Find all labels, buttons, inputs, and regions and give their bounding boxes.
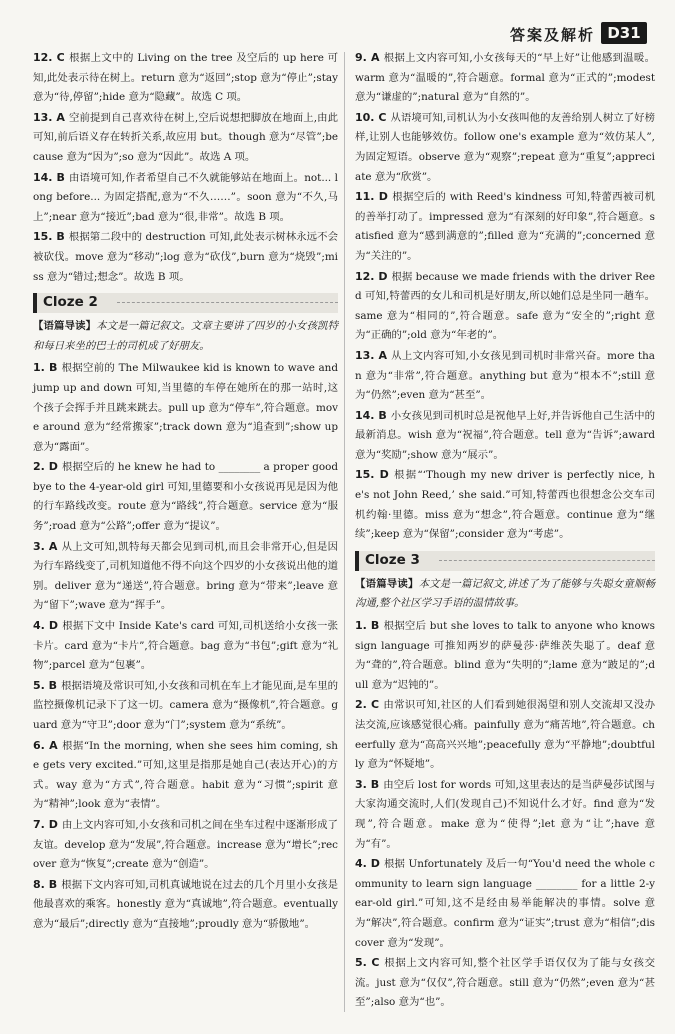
answer-explanation: 根据“‘Though my new driver is perfectly nice, he's not John Reed,’ she said.”可知,特蕾西也很想念公交车司机约翰·里德。miss 意为“想念”,符合题意。continue 意为“继续”;keep 意为“保留”;consider 意为“考虑”。 [355,469,655,541]
answer-explanation: 由上文内容可知,小女孩和司机之间在坐车过程中逐渐形成了友谊。develop 意为“发展”,符合题意。increase 意为“增长”;recover 意为“恢复”;create 意为“创造”。 [33,818,338,871]
answer-explanation: 根据上文中的 Living on the tree 及空后的 up here 可知,此处表示待在树上。return 意为“返回”;stop 意为“停止”;stay 意为“待,停留”;hide 意为“隐藏”。故选 C 项。 [33,52,339,104]
answer-entry [33,537,338,616]
answer-entry [355,465,655,544]
answer-number: 4. D [355,857,380,871]
section-title: Cloze 2 [43,294,98,311]
passage-guide-label: 【语篇导读】 [355,577,419,590]
answer-explanation: 空前提到自己喜欢待在树上,空后说想把脚放在地面上,由此可知,前后语义存在转折关系,故应用 but。though 意为“尽管”;because 意为“因为”;so 意为“因此”。故选 A 项。 [33,111,338,163]
answer-entry [355,108,655,187]
answer-number: 1. B [33,361,58,375]
answer-number: 1. B [355,619,380,633]
answer-explanation: 根据下文内容可知,司机真诚地说在过去的几个月里小女孩是他最喜欢的乘客。honestly 意为“真诚地”,符合题意。eventually 意为“最后”;directly 意为“直接地”;proudly 意为“骄傲地”。 [33,878,338,930]
answer-entry [355,267,655,346]
answer-explanation: 从上文内容可知,小女孩见到司机时非常兴奋。more than 意为“非常”,符合题意。anything but 意为“根本不”;still 意为“仍然”;even 意为“甚至”。 [355,349,655,402]
answer-number: 2. D [33,460,58,474]
passage-guide [355,575,655,614]
answer-number: 12. D [355,269,388,283]
passage-guide-label: 【语篇导读】 [33,320,97,333]
answer-entry [33,616,338,676]
answer-number: 5. C [355,956,380,970]
answer-number: 5. B [33,678,58,692]
answer-entry [355,616,655,695]
answer-entry [355,406,655,466]
answer-explanation: 根据上文内容可知,整个社区学手语仅仅为了能与女孩交流。just 意为“仅仅”,符合题意。still 意为“仍然”;even 意为“甚至”;also 意为“也”。 [355,957,655,1009]
answer-number: 10. C [355,110,387,124]
answer-explanation: 根据上文内容可知,小女孩每天的“早上好”让他感到温暖。warm 意为“温暖的”,符合题意。formal 意为“正式的”;modest 意为“谦虚的”;natural 意为“自然的”。 [355,52,655,104]
answer-entry [355,854,655,953]
answer-entry [33,736,338,815]
answer-explanation: 根据 because we made friends with the driver Reed 可知,特蕾西的女儿和司机是好朋友,所以她们总是坐同一趟车。same 意为“相同的”,符合题意。safe 意为“安全的”;right 意为“正确的”;old 意为“年老的”。 [355,270,655,342]
answer-entry [33,457,338,536]
answer-entry [33,815,338,875]
answer-number: 13. A [33,110,65,124]
answer-entry [355,187,655,266]
column-divider [344,52,345,1012]
answer-entry [33,48,338,108]
answer-number: 13. A [355,348,388,362]
answer-entry [355,346,655,406]
answer-explanation: 根据空前的 The Milwaukee kid is known to wave and jump up and down 可知,当里德的车停在她所在的那一站时,这个孩子会挥手并且跳来跳去。pull up 意为“停车”,符合题意。move around 意为“经常搬家”;track down 意为“追查到”;show up 意为“露面”。 [33,362,338,453]
answer-number: 3. A [33,539,58,553]
header-title: 答案及解析 [509,26,595,44]
page-header [0,0,675,44]
answer-explanation: 根据空后的 with Reed's kindness 可知,特蕾西被司机的善举打动了。impressed 意为“有深刻的好印象”,符合题意。satisfied 意为“感到满意的”;filled 意为“充满的”;concerned 意为“关注的”。 [355,191,655,262]
answer-explanation: 根据“In the morning, when she sees him coming, she gets very excited.”可知,这里是指那是她自己(表达开心)的方式。way 意为“方式”,符合题意。habit 意为“习惯”;spirit 意为“精神”;look 意为“表情”。 [33,739,338,811]
answer-number: 15. B [33,230,65,244]
answer-entry [33,227,338,287]
answer-entry [33,108,338,168]
answer-number: 11. D [355,190,388,204]
answer-entry [355,953,655,1013]
answer-explanation: 根据第二段中的 destruction 可知,此处表示树林永远不会被砍伐。move 意为“移动”;log 意为“砍伐”,burn 意为“烧毁”;miss 意为“错过;想念”。故选 B 项。 [33,231,339,283]
page-number-badge: D31 [601,22,647,44]
answer-entry [355,775,655,854]
answer-number: 14. B [355,408,387,422]
answer-entry [33,875,338,935]
passage-guide [33,317,338,356]
answer-explanation: 由常识可知,社区的人们看到她很渴望和别人交流却又没办法交流,应该感觉很心痛。painfully 意为“痛苦地”,符合题意。cheerfully 意为“高高兴兴地”;peacefully 意为“平静地”;doubtfully 意为“怀疑地”。 [355,699,655,771]
answer-number: 2. C [355,698,380,712]
answer-number: 9. A [355,51,380,64]
answer-number: 3. B [355,777,380,791]
section-heading [355,551,655,571]
section-title: Cloze 3 [365,551,420,568]
passage-guide-text: 本文是一篇记叙文,讲述了为了能够与失聪女童顺畅沟通,整个社区学习手语的温情故事。 [355,577,655,610]
answer-number: 15. D [355,468,389,482]
answer-number: 4. D [33,619,59,633]
answer-number: 12. C [33,51,65,64]
answer-explanation: 根据空后 but she loves to talk to anyone who knows sign language 可推知两岁的萨曼莎·萨维茨失聪了。deaf 意为“聋的”,符合题意。blind 意为“失明的”;lame 意为“跛足的”;dull 意为“迟钝的”。 [355,620,656,691]
answer-entry [355,48,655,108]
answer-number: 8. B [33,877,58,891]
right-column [355,48,655,1013]
answer-number: 7. D [33,817,58,831]
left-column [33,48,338,935]
answer-entry [33,358,338,457]
answer-explanation: 由语境可知,作者希望自己不久就能够站在地面上。not... long before... 为固定搭配,意为“不久……”。soon 意为“不久,马上”;near 意为“接近”;bad 意为“很,非常”。故选 B 项。 [33,171,339,223]
answer-explanation: 根据下文中 Inside Kate's card 可知,司机送给小女孩一张卡片。card 意为“卡片”,符合题意。bag 意为“书包”;gift 意为“礼物”;parcel 意为“包裹”。 [33,620,338,672]
answer-number: 14. B [33,170,65,184]
answer-explanation: 根据 Unfortunately 及后一句“You'd need the whole community to learn sign language ________ for a little 2-year-old girl.”可知,这不是经由易举能解决的事情。solve 意为“解决”,符合题意。confirm 意为“证实”;trust 意为“相信”;discover 意为“发现”。 [355,858,655,949]
answer-explanation: 根据空后的 he knew he had to ________ a proper goodbye to the 4-year-old girl 可知,里德要和小女孩说再见是因为他的行车路线改变。route 意为“路线”,符合题意。service 意为“服务”;road 意为“公路”;offer 意为“提议”。 [33,461,339,533]
answer-number: 6. A [33,738,58,752]
answer-explanation: 根据语境及常识可知,小女孩和司机在车上才能见面,是车里的监控摄像机记录下了这一切。camera 意为“摄像机”,符合题意。guard 意为“守卫”;door 意为“门”;system 意为“系统”。 [33,679,339,731]
answer-entry [355,695,655,774]
answer-entry [33,676,338,736]
answer-explanation: 从语境可知,司机认为小女孩叫他的友善给别人树立了好榜样,让别人也能够效仿。follow one's example 意为“效仿某人”,为固定短语。observe 意为“观察”;repeat 意为“重复”;appreciate 意为“欣赏”。 [355,111,655,183]
answer-explanation: 小女孩见到司机时总是祝他早上好,并告诉他自己生活中的最新消息。wish 意为“祝福”,符合题意。tell 意为“告诉”;award 意为“奖励”;show 意为“展示”。 [355,409,655,461]
section-heading [33,293,338,313]
answer-entry [33,168,338,228]
answer-explanation: 由空后 lost for words 可知,这里表达的是当萨曼莎试图与大家沟通交流时,人们(发现自己)不知说什么才好。find 意为“发现”,符合题意。make 意为“使得”;let 意为“让”;have 意为“有”。 [355,778,655,850]
passage-guide-text: 本文是一篇记叙文。文章主要讲了四岁的小女孩凯特和每日来坐的巴士的司机成了好朋友。 [33,320,339,352]
answer-explanation: 从上文可知,凯特每天都会见到司机,而且会非常开心,但是因为行车路线变了,司机知道他不得不向这个四岁的小女孩说出他的道别。deliver 意为“递送”,符合题意。bring 意为“带来”;leave 意为“留下”;wave 意为“挥手”。 [33,540,338,612]
